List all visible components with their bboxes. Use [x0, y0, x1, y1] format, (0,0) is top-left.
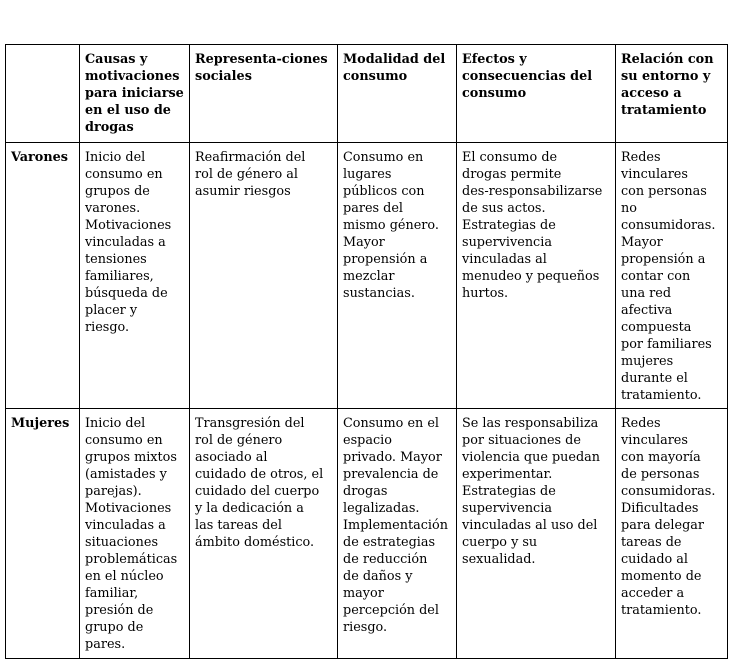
header-cell-causas: Causas y motivaciones para iniciarse en el uso de drogas — [80, 45, 190, 143]
table-header-row — [6, 45, 728, 143]
cell-mujeres-modalidad: Consumo en el espacio privado. Mayor prevalencia de drogas legalizadas. Implementación de estrategias de reducción de daños y mayor percepción del riesgo. — [338, 409, 457, 659]
table-row-mujeres — [6, 409, 728, 659]
cell-mujeres-representaciones: Transgresión del rol de género asociado al cuidado de otros, el cuidado del cuerpo y la dedicación a las tareas del ámbito doméstico. — [190, 409, 338, 659]
header-cell-empty — [6, 45, 80, 143]
comparison-table — [5, 44, 728, 659]
row-label-mujeres: Mujeres — [6, 409, 80, 659]
cell-mujeres-relacion: Redes vinculares con mayoría de personas consumidoras. Dificultades para delegar tareas de cuidado al momento de acceder a tratamiento. — [616, 409, 728, 659]
cell-mujeres-efectos: Se las responsabiliza por situaciones de violencia que puedan experimentar. Estrategias de supervivencia vinculadas al uso del cuerpo y su sexualidad. — [457, 409, 616, 659]
header-cell-relacion: Relación con su entorno y acceso a tratamiento — [616, 45, 728, 143]
cell-varones-efectos: El consumo de drogas permite des-responsabilizarse de sus actos. Estrategias de supervivencia vinculadas al menudeo y pequeños hurtos. — [457, 143, 616, 409]
cell-varones-modalidad: Consumo en lugares públicos con pares del mismo género. Mayor propensión a mezclar sustancias. — [338, 143, 457, 409]
cell-varones-causas: Inicio del consumo en grupos de varones. Motivaciones vinculadas a tensiones familiares, búsqueda de placer y riesgo. — [80, 143, 190, 409]
table-row-varones — [6, 143, 728, 409]
header-cell-efectos: Efectos y consecuencias del consumo — [457, 45, 616, 143]
header-cell-representaciones: Representa-ciones sociales — [190, 45, 338, 143]
cell-varones-representaciones: Reafirmación del rol de género al asumir riesgos — [190, 143, 338, 409]
row-label-varones: Varones — [6, 143, 80, 409]
cell-mujeres-causas: Inicio del consumo en grupos mixtos (amistades y parejas). Motivaciones vinculadas a situaciones problemáticas en el núcleo familiar, presión de grupo de pares. — [80, 409, 190, 659]
header-cell-modalidad: Modalidad del consumo — [338, 45, 457, 143]
cell-varones-relacion: Redes vinculares con personas no consumidoras. Mayor propensión a contar con una red afectiva compuesta por familiares mujeres durante el tratamiento. — [616, 143, 728, 409]
